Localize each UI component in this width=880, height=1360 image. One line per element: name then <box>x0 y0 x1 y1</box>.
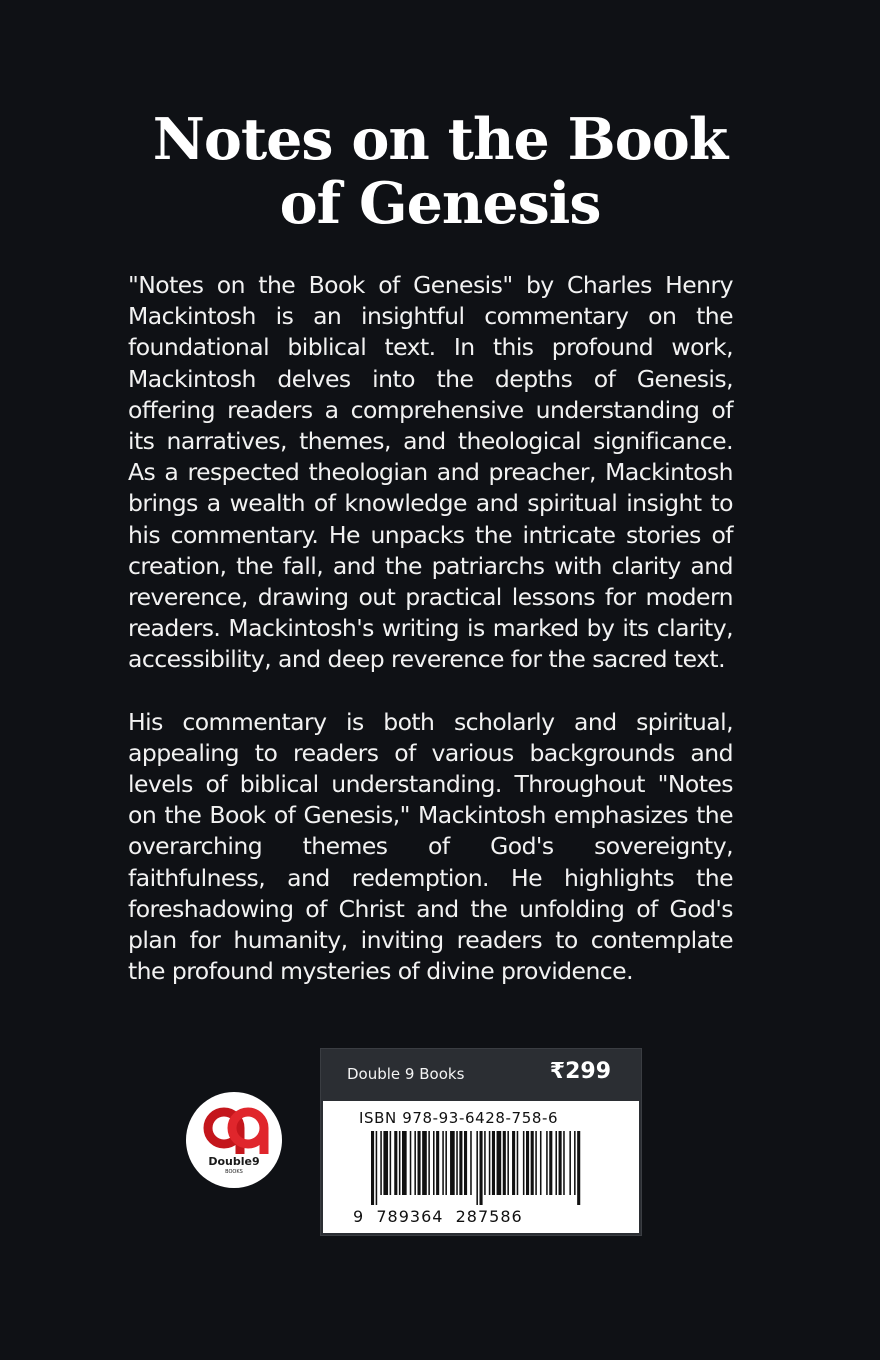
barcode-digits: 9 789364 287586 <box>353 1207 523 1226</box>
barcode-bar <box>569 1131 571 1195</box>
barcode-bar <box>422 1131 427 1195</box>
barcode-bar <box>517 1131 519 1195</box>
barcode-bar <box>492 1131 495 1195</box>
barcode-bar <box>376 1131 378 1205</box>
publisher-name: Double 9 Books <box>347 1065 465 1083</box>
barcode-bar <box>512 1131 515 1195</box>
barcode <box>323 1101 639 1233</box>
barcode-bar <box>383 1131 388 1195</box>
barcode-bar <box>540 1131 542 1195</box>
barcode-bar <box>535 1131 537 1195</box>
barcode-bar <box>549 1131 552 1195</box>
barcode-bar <box>531 1131 534 1195</box>
barcode-bar <box>414 1131 416 1195</box>
barcode-bar <box>459 1131 462 1195</box>
barcode-bar <box>489 1131 491 1195</box>
barcode-bar <box>503 1131 506 1195</box>
price-barcode-box <box>320 1048 642 1236</box>
book-description <box>128 270 733 1018</box>
barcode-bar <box>390 1131 392 1195</box>
barcode-bar <box>523 1131 525 1195</box>
barcode-bar <box>450 1131 455 1195</box>
barcode-bar <box>418 1131 421 1195</box>
barcode-bar <box>394 1131 397 1195</box>
barcode-bar <box>577 1131 580 1205</box>
barcode-bar <box>470 1131 472 1195</box>
barcode-bar <box>456 1131 458 1195</box>
barcode-bar <box>399 1131 401 1195</box>
book-title-line-2: of Genesis <box>279 170 601 237</box>
description-paragraph-2: His commentary is both scholarly and spiritual, appealing to readers of various backgrounds and levels of biblical understanding. Throughout "Notes on the Book of Genesis," Mackintosh emphasizes the overarching themes of God's sovereignty, faithfulness, and redemption. He highlights the foreshadowing of Christ and the unfolding of God's plan for humanity, inviting readers to contemplate the profound mysteries of divine providence. <box>128 707 733 986</box>
barcode-bar <box>555 1131 557 1195</box>
barcode-bar <box>497 1131 502 1195</box>
barcode-bar <box>380 1131 382 1195</box>
barcode-bar <box>563 1131 565 1195</box>
barcode-bar <box>484 1131 486 1195</box>
barcode-bar <box>433 1131 435 1195</box>
barcode-bar <box>436 1131 439 1195</box>
barcode-bar <box>402 1131 407 1195</box>
book-title <box>120 108 760 236</box>
barcode-bar <box>464 1131 467 1195</box>
publisher-logo <box>186 1092 282 1188</box>
barcode-bar <box>442 1131 444 1195</box>
barcode-bar <box>445 1131 447 1195</box>
barcode-bar <box>507 1131 509 1195</box>
barcode-bar <box>428 1131 430 1195</box>
double-9-logo-icon <box>186 1092 282 1188</box>
barcode-bar <box>574 1131 576 1195</box>
isbn-text: ISBN 978-93-6428-758-6 <box>359 1109 559 1127</box>
book-title-line-1: Notes on the Book <box>152 106 728 173</box>
barcode-bar <box>546 1131 548 1195</box>
price-label: ₹299 <box>549 1059 611 1084</box>
logo-wordmark: Double9 <box>208 1155 260 1168</box>
barcode-bar <box>526 1131 529 1195</box>
logo-subtext: BOOKS <box>225 1169 243 1175</box>
barcode-bar <box>371 1131 374 1205</box>
barcode-bar <box>476 1131 478 1205</box>
description-paragraph-1: "Notes on the Book of Genesis" by Charles Henry Mackintosh is an insightful commentary on the foundational biblical text. In this profound work, Mackintosh delves into the depths of Genesis, offering readers a comprehensive understanding of its narratives, themes, and theological significance. As a respected theologian and preacher, Mackintosh brings a wealth of knowledge and spiritual insight to his commentary. He unpacks the intricate stories of creation, the fall, and the patriarchs with clarity and reverence, drawing out practical lessons for modern readers. Mackintosh's writing is marked by its clarity, accessibility, and deep reverence for the sacred text. <box>128 271 733 674</box>
barcode-bar <box>480 1131 483 1205</box>
barcode-bar <box>559 1131 562 1195</box>
barcode-bar <box>410 1131 412 1195</box>
